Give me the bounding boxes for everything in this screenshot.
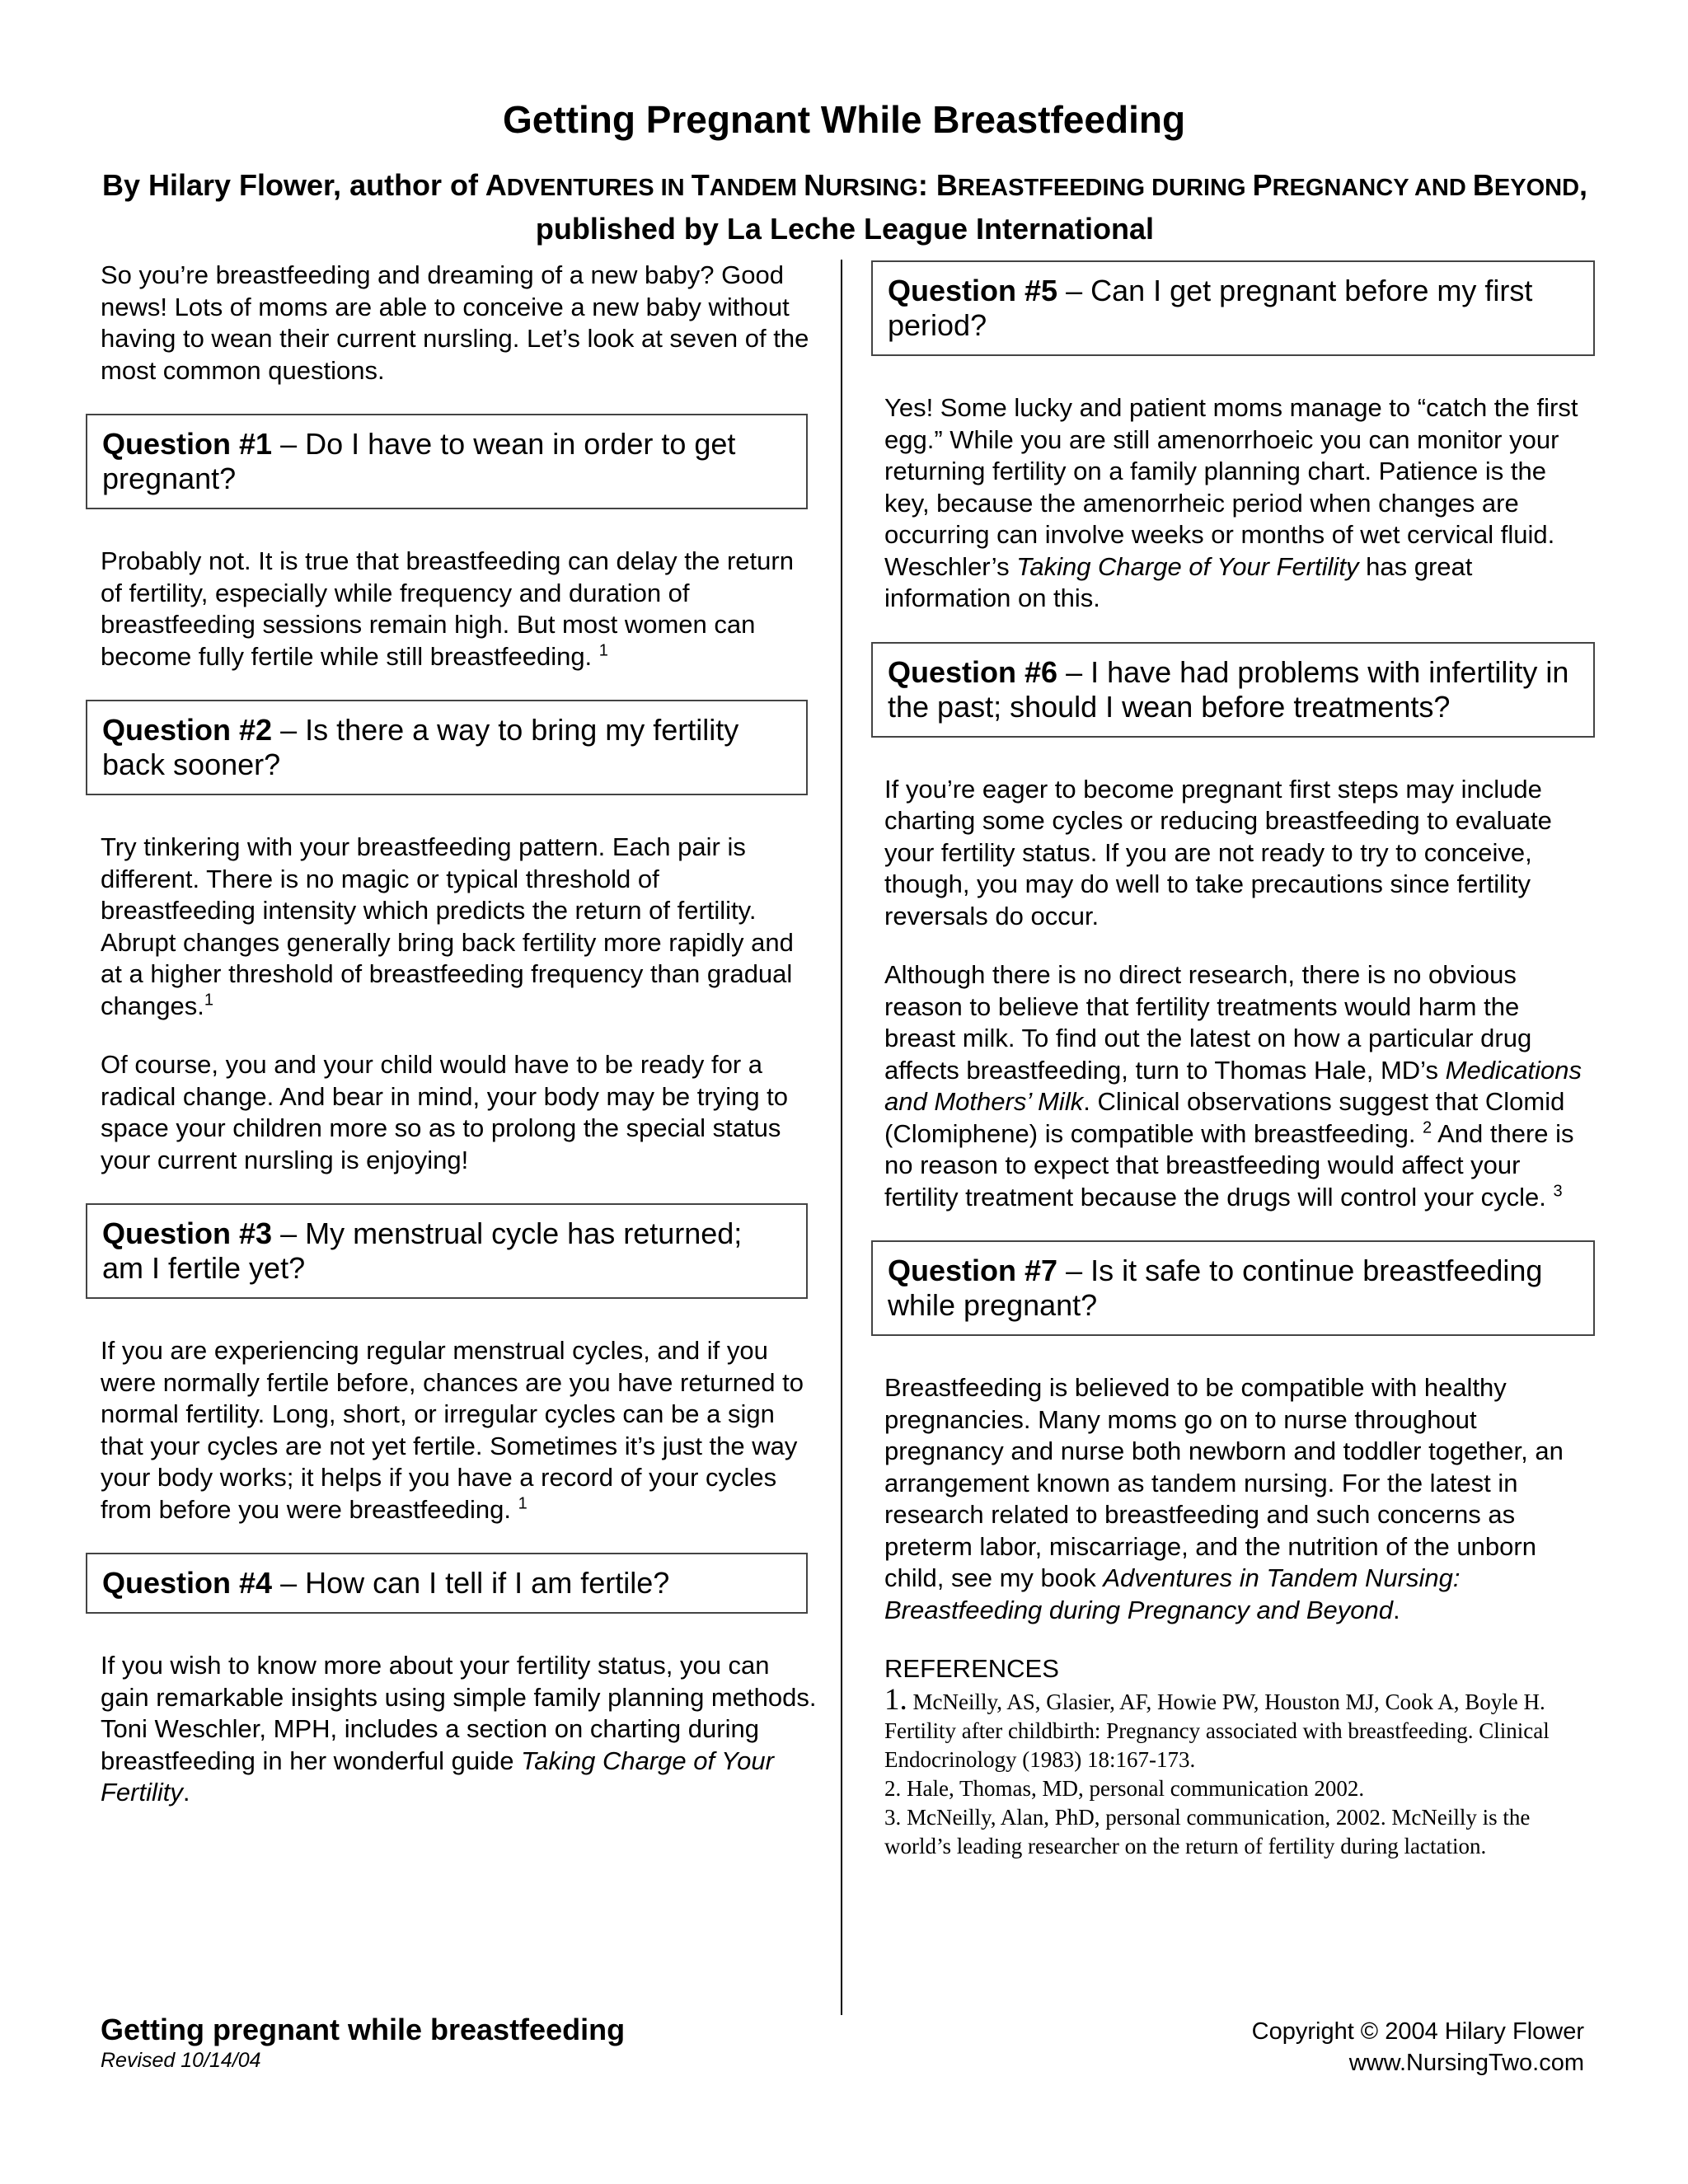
question-label: Question #3 bbox=[102, 1216, 273, 1250]
question-6-box bbox=[871, 642, 1595, 738]
reference-3: 3. McNeilly, Alan, PhD, personal communication, 2002. McNeilly is the world’s leading researcher on the return of fertility during lactation. bbox=[884, 1804, 1531, 1858]
footnote-ref: 1 bbox=[518, 1494, 528, 1513]
answer-1: Probably not. It is true that breastfeeding can delay the return of fertility, especially while frequency and duration of breastfeeding sessions remain high. But most women can become fully fertile while still breastfeeding. $^1$ bbox=[101, 546, 794, 671]
answer-3: If you are experiencing regular menstrual cycles, and if you were normally fertile before, chances are you have returned to normal fertility. Long, short, or irregular cycles can be a sign that your cycles are not yet fertile. Sometimes it’s just the way your body works; it helps if you have a record of your cycles from before you were breastfeeding. $^1$ bbox=[101, 1336, 804, 1524]
question-7-box bbox=[871, 1240, 1595, 1336]
footnote-ref: 2 bbox=[1423, 1118, 1432, 1137]
question-label: Question #2 bbox=[102, 713, 273, 747]
references-heading: REFERENCES bbox=[884, 1654, 1059, 1683]
answer-6-paragraph-1: If you’re eager to become pregnant first steps may include charting some cycles or reducing breastfeeding to evaluate your fertility status. If you are not ready to try to conceive, though, you may do well to take precautions since fertility reversals do occur. bbox=[884, 774, 1552, 930]
footnote-ref: 1 bbox=[598, 641, 608, 660]
question-text: – Can I get pregnant before my first period? bbox=[888, 274, 1533, 342]
answer-7: Breastfeeding is believed to be compatible with healthy pregnancies. Many moms go on to nurse throughout pregnancy and nurse both newborn and toddler together, an arrangement known as tandem nursing. For the latest in research related to breastfeeding and such concerns as preterm labor, miscarriage, and the nutrition of the unborn child, see my book Adventures in Tandem Nursing: Breastfeeding during Pregnancy and Beyond. bbox=[884, 1373, 1564, 1624]
website-link[interactable]: www.NursingTwo.com bbox=[1348, 2050, 1584, 2076]
right-column bbox=[884, 260, 1593, 1861]
footer-right bbox=[1252, 2016, 1584, 2079]
question-text: – I have had problems with infertility in the past; should I wean before treatments? bbox=[888, 654, 1569, 724]
answer-2-paragraph-1: Try tinkering with your breastfeeding pattern. Each pair is different. There is no magic or typical threshold of breastfeeding intensity which predicts the return of fertility. Abrupt changes generally bring back fertility more rapidly and at a higher threshold of breastfeeding frequency than gradual changes.$^1$ bbox=[101, 832, 794, 1020]
question-2-box bbox=[86, 700, 808, 795]
reference-1: 1. McNeilly, AS, Glasier, AF, Howie PW, Houston MJ, Cook A, Boyle H. Fertility after childbirth: Pregnancy associated with breastfeeding. Clinical Endocrinology (1983) 18:167-173. bbox=[884, 1682, 1550, 1772]
footnote-ref: 3 bbox=[1553, 1182, 1563, 1201]
question-text: – Do I have to wean in order to get pregnant? bbox=[102, 427, 736, 495]
revised-date: Revised 10/14/04 bbox=[101, 2049, 261, 2072]
byline bbox=[91, 165, 1599, 250]
question-label: Question #6 bbox=[888, 654, 1058, 689]
intro-paragraph: So you’re breastfeeding and dreaming of a new baby? Good news! Lots of moms are able to conceive a new baby without having to wean their current nursling. Let’s look at seven of the most common questions. bbox=[101, 260, 809, 385]
question-5-box bbox=[871, 260, 1595, 356]
question-text: – How can I tell if I am fertile? bbox=[272, 1566, 670, 1600]
page-title: Getting Pregnant While Breastfeeding bbox=[502, 98, 1186, 141]
answer-6-paragraph-2: Although there is no direct research, there is no obvious reason to believe that fertility treatments would harm the breast milk. To find out the latest on how a particular drug affects breastfeeding, turn to Thomas Hale, MD’s Medications and Mothers’ Milk. Clinical observations suggest that Clomid (Clomiphene) is compatible with breastfeeding. $^2$ And there is no reason to expect that breastfeeding would affect your fertility treatment because the drugs will control your cycle. $^3$ bbox=[884, 960, 1582, 1212]
footer-left bbox=[101, 2013, 625, 2073]
question-4-box bbox=[86, 1553, 808, 1614]
book-title: ADVENTURES IN TANDEM NURSING: BREASTFEEDING DURING PREGNANCY AND BEYOND bbox=[485, 168, 1580, 202]
question-label: Question #5 bbox=[888, 274, 1058, 307]
question-label: Question #1 bbox=[102, 427, 273, 461]
question-text: – Is there a way to bring my fertility back sooner? bbox=[102, 713, 739, 781]
answer-2-paragraph-2: Of course, you and your child would have to be ready for a radical change. And bear in mind, your body may be trying to space your children more so as to prolong the special status your current nursling is enjoying! bbox=[101, 1050, 789, 1174]
footnote-ref: 1 bbox=[204, 991, 213, 1010]
question-text: – Is it safe to continue breastfeeding while pregnant? bbox=[888, 1254, 1543, 1322]
answer-5: Yes! Some lucky and patient moms manage to “catch the first egg.” While you are still amenorrhoeic you can monitor your returning fertility on a family planning chart. Patience is the key, because the amenorrheic period when changes are occurring can involve weeks or months of wet cervical fluid. Weschler’s Taking Charge of Your Fertility has great information on this. bbox=[884, 393, 1578, 612]
question-text: – My menstrual cycle has returned; am I fertile yet? bbox=[102, 1216, 743, 1285]
left-column bbox=[101, 260, 818, 1836]
reference-2: 2. Hale, Thomas, MD, personal communication 2002. bbox=[884, 1775, 1365, 1801]
question-1-box bbox=[86, 414, 808, 509]
column-divider bbox=[841, 260, 842, 2015]
question-label: Question #4 bbox=[102, 1566, 273, 1600]
copyright: Copyright © 2004 Hilary Flower bbox=[1251, 2018, 1584, 2045]
answer-4: If you wish to know more about your fertility status, you can gain remarkable insights using simple family planning methods. Toni Weschler, MPH, includes a section on charting during breastfeeding in her wonderful guide Taking Charge of Your Fertility. bbox=[101, 1651, 817, 1807]
footer-title: Getting pregnant while breastfeeding bbox=[101, 2013, 626, 2046]
question-3-box bbox=[86, 1203, 808, 1299]
question-label: Question #7 bbox=[888, 1254, 1058, 1287]
byline-prefix: By Hilary Flower, author of bbox=[101, 168, 485, 202]
byline-suffix: , published by La Leche League International bbox=[535, 168, 1588, 246]
